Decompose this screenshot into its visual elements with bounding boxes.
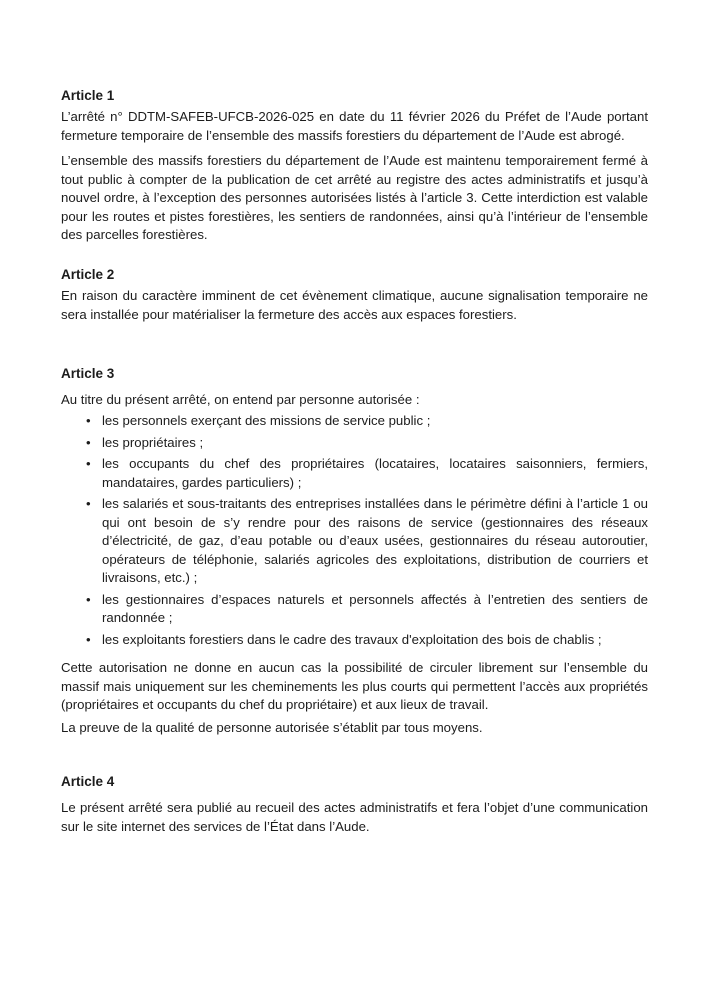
list-item bbox=[86, 434, 648, 453]
authorized-persons-list bbox=[86, 412, 648, 652]
article-3-paragraph-after: Cette autorisation ne donne en aucun cas la possibilité de circuler librement sur l’ensemble du massif mais uniquement sur les cheminements les plus courts qui permettent l’accès aux propriétés (propriétaires et occupants du chef du propriétaire) et aux lieux de travail. bbox=[61, 660, 648, 712]
bullet-icon: • bbox=[86, 413, 91, 428]
article-3-proof: La preuve de la qualité de personne autorisée s’établit par tous moyens. bbox=[61, 720, 483, 735]
bullet-icon: • bbox=[86, 456, 91, 471]
list-item-text: les propriétaires ; bbox=[102, 434, 204, 450]
list-item-text: les exploitants forestiers dans le cadre des travaux d'exploitation des bois de chablis ; bbox=[102, 631, 602, 647]
bullet-icon: • bbox=[86, 434, 91, 450]
article-3-heading: Article 3 bbox=[61, 366, 115, 381]
article-1-paragraph-1: L’arrêté n° DDTM-SAFEB-UFCB-2026-025 en date du 11 février 2026 du Préfet de l’Aude portant fermeture temporaire de l’ensemble des massifs forestiers du département de l’Aude est abrogé. bbox=[61, 109, 648, 143]
article-1-paragraph-2: L’ensemble des massifs forestiers du département de l’Aude est maintenu temporairement fermé à tout public à compter de la publication de cet arrêté au registre des actes administratifs et jusqu’à nouvel ordre, à l’exception des personnes autorisées listés à l’article 3. Cette interdiction est valable pour les routes et pistes forestières, les sentiers de randonnées, ainsi qu’à l’intérieur de l’ensemble des parcelles forestières. bbox=[61, 153, 648, 242]
list-item bbox=[86, 631, 648, 650]
list-item-text: les personnels exerçant des missions de service public ; bbox=[102, 413, 431, 428]
list-item bbox=[86, 495, 648, 588]
list-item bbox=[86, 591, 648, 628]
article-4-heading: Article 4 bbox=[61, 774, 115, 789]
article-1-heading: Article 1 bbox=[61, 88, 115, 103]
list-item-text: les gestionnaires d’espaces naturels et personnels affectés à l’entretien des sentiers de randonnée ; bbox=[102, 591, 648, 625]
list-item bbox=[86, 455, 648, 492]
article-3-intro: Au titre du présent arrêté, on entend par personne autorisée : bbox=[61, 392, 420, 407]
article-2-paragraph-1: En raison du caractère imminent de cet évènement climatique, aucune signalisation temporaire ne sera installée pour matérialiser la fermeture des accès aux espaces forestiers. bbox=[61, 288, 648, 322]
bullet-icon: • bbox=[86, 591, 91, 607]
bullet-icon: • bbox=[86, 496, 91, 511]
bullet-icon: • bbox=[86, 631, 91, 647]
list-item bbox=[86, 412, 648, 431]
article-2-heading: Article 2 bbox=[61, 267, 115, 282]
article-4-paragraph-1: Le présent arrêté sera publié au recueil des actes administratifs et fera l’objet d’une communication sur le site internet des services de l’État dans l’Aude. bbox=[61, 800, 648, 834]
list-item-text: les occupants du chef des propriétaires (locataires, locataires saisonniers, fermiers, mandataires, gardes particuliers) ; bbox=[102, 456, 648, 490]
list-item-text: les salariés et sous-traitants des entreprises installées dans le périmètre défini à l’article 1 ou qui ont besoin de s’y rendre pour des raisons de service (gestionnaires des réseaux d’électricité, de gaz, d’eau potable ou d’eaux usées, gestionnaires du réseau autoroutier, opérateurs de téléphonie, salariés agricoles des exploitations, distribution de courriers et livraisons, etc.) ; bbox=[102, 496, 648, 585]
